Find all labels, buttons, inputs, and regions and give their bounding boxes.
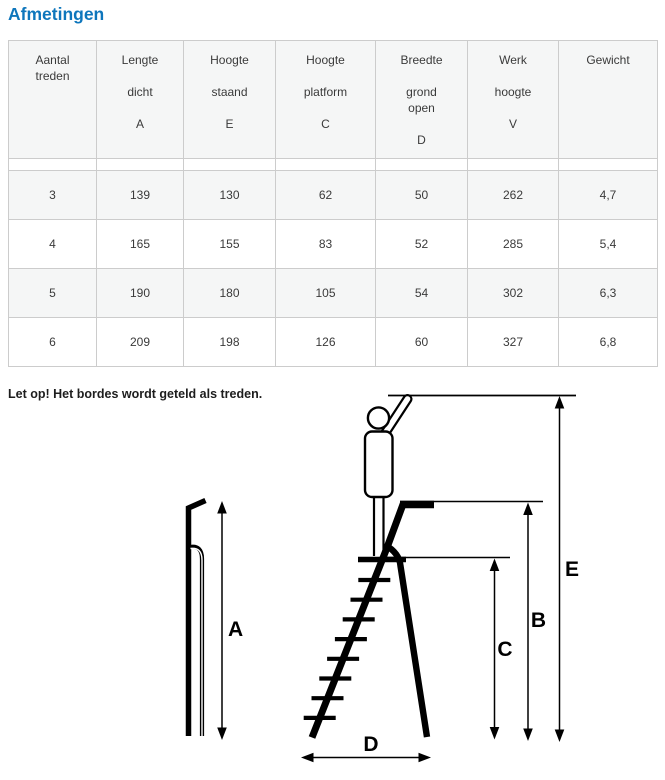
table-cell: 5 bbox=[9, 269, 97, 318]
label-e: E bbox=[564, 558, 580, 581]
step-ladder-figure bbox=[304, 503, 434, 738]
header-cell-aantal-treden: Aantal treden bbox=[9, 41, 97, 159]
table-cell: 52 bbox=[376, 220, 468, 269]
table-cell: 139 bbox=[97, 171, 184, 220]
table-cell: 126 bbox=[276, 318, 376, 367]
label-a: A bbox=[228, 618, 244, 641]
table-cell: 285 bbox=[468, 220, 559, 269]
table-cell: 262 bbox=[468, 171, 559, 220]
header-cell-hoogte-platform: Hoogte platform C bbox=[276, 41, 376, 159]
label-d: D bbox=[363, 733, 379, 756]
table-cell: 6,3 bbox=[559, 269, 658, 318]
reference-lines bbox=[380, 396, 576, 558]
table-cell: 4 bbox=[9, 220, 97, 269]
table-cell: 105 bbox=[276, 269, 376, 318]
table-cell: 180 bbox=[184, 269, 276, 318]
table-cell: 190 bbox=[97, 269, 184, 318]
table-cell: 6,8 bbox=[559, 318, 658, 367]
arrow-d bbox=[301, 733, 431, 762]
table-cell: 5,4 bbox=[559, 220, 658, 269]
person-body bbox=[365, 432, 393, 498]
table-row bbox=[9, 269, 658, 318]
table-row bbox=[9, 220, 658, 269]
header-cell-gewicht: Gewicht bbox=[559, 41, 658, 159]
arrow-a bbox=[217, 501, 243, 740]
table-head bbox=[9, 41, 658, 159]
table-cell: 62 bbox=[276, 171, 376, 220]
ladder-dimensions-diagram bbox=[0, 390, 665, 780]
header-cell-lengte-dicht: Lengte dicht A bbox=[97, 41, 184, 159]
table-header-row bbox=[9, 41, 658, 159]
spacer-cell bbox=[184, 159, 276, 171]
table-cell: 60 bbox=[376, 318, 468, 367]
table-cell: 198 bbox=[184, 318, 276, 367]
table-cell: 83 bbox=[276, 220, 376, 269]
header-cell-werkhoogte: Werk hoogte V bbox=[468, 41, 559, 159]
table-row bbox=[9, 318, 658, 367]
spacer-cell bbox=[376, 159, 468, 171]
spacer-cell bbox=[276, 159, 376, 171]
closed-ladder-figure bbox=[189, 501, 206, 737]
table-cell: 209 bbox=[97, 318, 184, 367]
table-cell: 3 bbox=[9, 171, 97, 220]
table-cell: 302 bbox=[468, 269, 559, 318]
spacer-cell bbox=[9, 159, 97, 171]
table-spacer-row bbox=[9, 159, 658, 171]
label-c: C bbox=[497, 638, 513, 661]
table-cell: 4,7 bbox=[559, 171, 658, 220]
table-cell: 165 bbox=[97, 220, 184, 269]
page-title: Afmetingen bbox=[8, 4, 105, 24]
table-cell: 155 bbox=[184, 220, 276, 269]
arrow-b bbox=[523, 503, 546, 742]
note-text: Let op! Het bordes wordt geteld als treden. bbox=[8, 387, 263, 401]
header-cell-breedte-grond-open: Breedte grond open D bbox=[376, 41, 468, 159]
person-figure bbox=[365, 399, 408, 556]
header-cell-hoogte-staand: Hoogte staand E bbox=[184, 41, 276, 159]
label-b: B bbox=[530, 609, 547, 632]
spacer-cell bbox=[559, 159, 658, 171]
table-cell: 6 bbox=[9, 318, 97, 367]
arrow-e bbox=[555, 396, 579, 742]
spacer-cell bbox=[97, 159, 184, 171]
dimensions-table bbox=[8, 40, 658, 367]
person-head bbox=[368, 407, 389, 428]
table-body bbox=[9, 159, 658, 367]
table-cell: 327 bbox=[468, 318, 559, 367]
spacer-cell bbox=[468, 159, 559, 171]
arrow-c bbox=[490, 559, 513, 740]
table-cell: 130 bbox=[184, 171, 276, 220]
table-cell: 54 bbox=[376, 269, 468, 318]
table-cell: 50 bbox=[376, 171, 468, 220]
table-row bbox=[9, 171, 658, 220]
